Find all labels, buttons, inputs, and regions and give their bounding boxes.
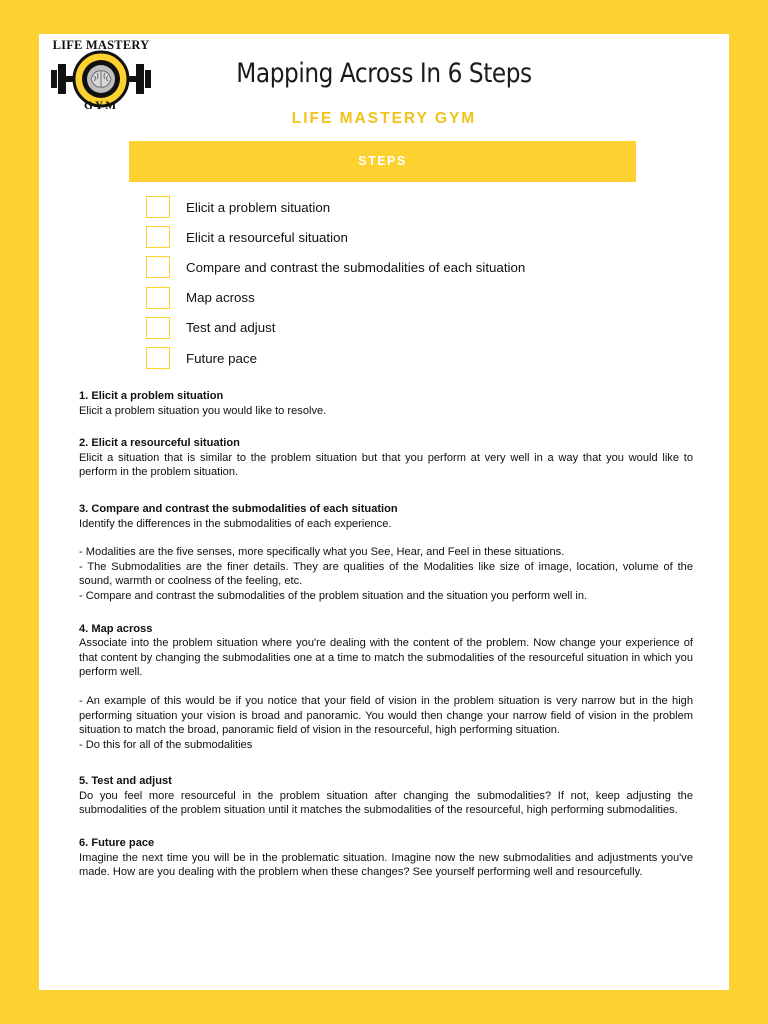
step-section-3 — [79, 502, 693, 604]
checkbox[interactable] — [146, 256, 170, 278]
checklist-item-label: Test and adjust — [186, 320, 276, 336]
logo-bottom-text: GYM — [83, 100, 119, 112]
step-section-2 — [79, 436, 693, 480]
checkbox[interactable] — [146, 317, 170, 339]
section-text: Elicit a problem situation you would like to resolve. — [79, 404, 327, 417]
page-title: Mapping Across In 6 Steps — [236, 58, 532, 89]
checklist-item — [146, 222, 525, 252]
section-text: Identify the differences in the submodalities of each experience. — [79, 517, 392, 530]
section-bullet: - Modalities are the five senses, more specifically what you See, Hear, and Feel in these situations. — [79, 546, 565, 559]
section-text: Imagine the next time you will be in the problematic situation. Imagine now the new submodalities and adjustments you've made. How are you dealing with the problem when these changes? See yourself performing well and resourcefully. — [79, 851, 693, 879]
steps-detail-content — [79, 389, 693, 898]
step-section-5 — [79, 774, 693, 818]
step-section-1 — [79, 389, 693, 418]
section-heading: 4. Map across — [79, 622, 153, 635]
checkbox[interactable] — [146, 287, 170, 309]
section-bullet: - Do this for all of the submodalities — [79, 738, 253, 751]
section-heading: 3. Compare and contrast the submodalities of each situation — [79, 502, 398, 515]
section-text: Associate into the problem situation where you're dealing with the content of the problem. Now change your experience of that content by changing the submodalities one at a time to match the submodalities of the resourceful situation in which you perform well. — [79, 637, 693, 679]
section-heading: 6. Future pace — [79, 837, 155, 850]
section-text: Elicit a situation that is similar to the problem situation but that you perform at very well in a way that you would like to perform in the problem situation. — [79, 451, 693, 479]
checkbox[interactable] — [146, 196, 170, 218]
checklist-item-label: Map across — [186, 290, 255, 306]
document-page — [39, 34, 729, 990]
section-bullet: - An example of this would be if you notice that your field of vision in the problem situation is very narrow but in the high performing situation your vision is broad and panoramic. You would then change your narrow field of vision in the problem situation to match the broad, panoramic field of vision in the resourceful, high performing situation. — [79, 694, 693, 737]
checklist-item — [146, 343, 525, 373]
checklist-item — [146, 283, 525, 313]
checklist-item — [146, 252, 525, 282]
section-bullet: - The Submodalities are the finer details. They are qualities of the Modalities like size of image, location, volume of the sound, warmth or coolness of the feeling, etc. — [79, 560, 693, 588]
section-text: Do you feel more resourceful in the problem situation after changing the submodalities? If not, keep adjusting the submodalities of the problem situation until it matches the submodalities of the resourceful, high performing submodalities. — [79, 789, 693, 817]
checklist-item-label: Elicit a problem situation — [186, 199, 331, 215]
checkbox[interactable] — [146, 226, 170, 248]
steps-checklist — [146, 192, 525, 373]
section-bullet: - Compare and contrast the submodalities of the problem situation and the situation you perform well in. — [79, 589, 588, 602]
section-heading: 5. Test and adjust — [79, 775, 172, 788]
checkbox[interactable] — [146, 347, 170, 369]
checklist-item — [146, 192, 525, 222]
logo-top-text: LIFE MASTERY — [52, 38, 150, 52]
step-section-4 — [79, 622, 693, 753]
checklist-item-label: Compare and contrast the submodalities of each situation — [186, 259, 526, 275]
checklist-item-label: Elicit a resourceful situation — [186, 229, 348, 245]
checklist-item-label: Future pace — [186, 350, 257, 366]
section-heading: 1. Elicit a problem situation — [79, 390, 224, 402]
section-heading: 2. Elicit a resourceful situation — [79, 437, 240, 450]
step-section-6 — [79, 836, 693, 880]
page-subtitle: LIFE MASTERY GYM — [291, 110, 477, 127]
steps-header-bar: STEPS — [129, 141, 636, 182]
checklist-item — [146, 313, 525, 343]
